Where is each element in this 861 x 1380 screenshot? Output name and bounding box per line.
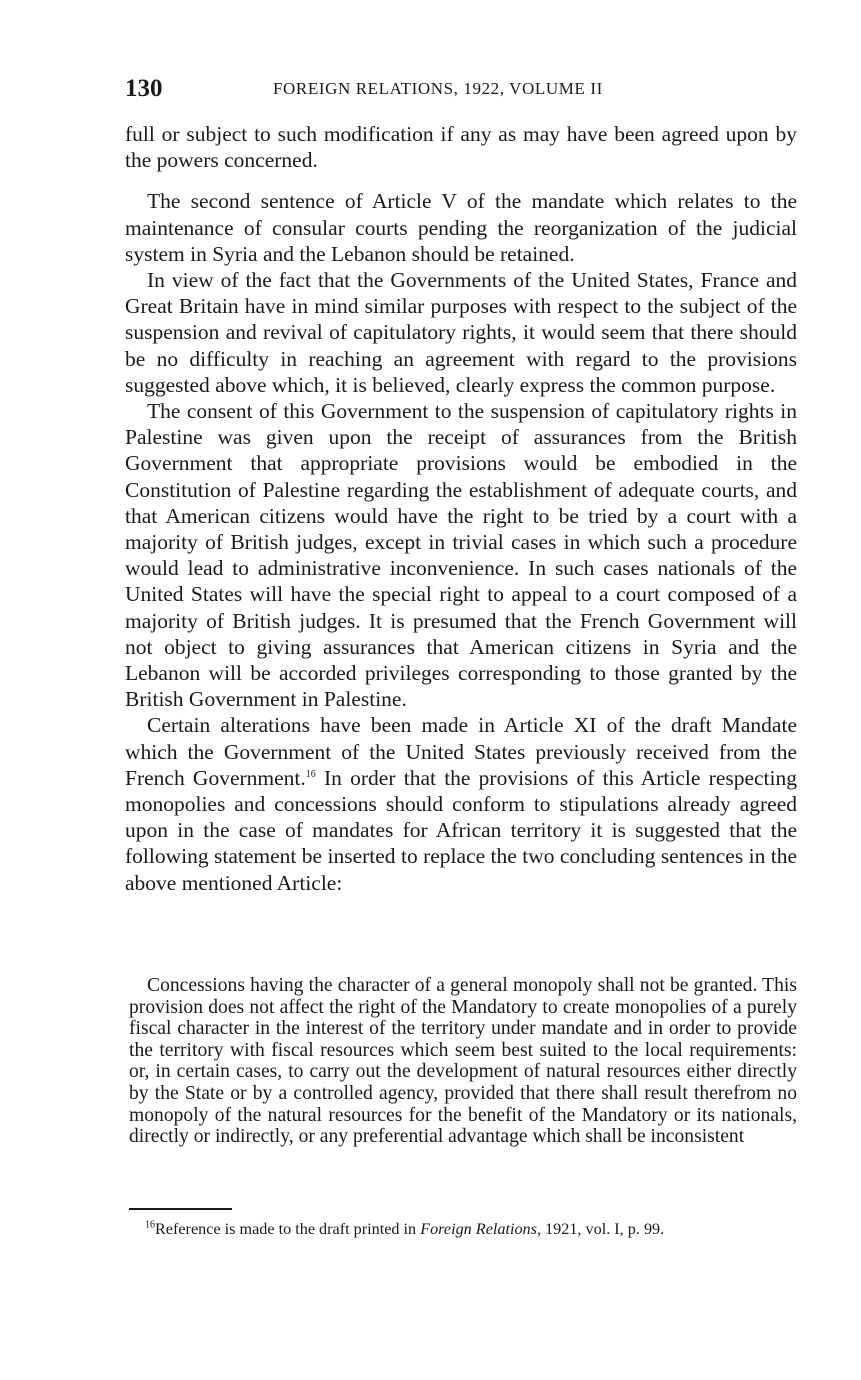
page-header: [125, 72, 797, 106]
article-xi-text-end: In order that the provisions of this Article respecting monopolies and concessions should conform to stipulations already agreed upon in the case of mandates for African territory it is suggested that the following statement be inserted to replace the two concluding sentences in the above mentioned Article:: [125, 765, 798, 895]
running-head: FOREIGN RELATIONS, 1922, VOLUME II: [273, 79, 603, 98]
footnote-text-end: 1921, vol. I, p. 99.: [541, 1220, 665, 1238]
footnote-text-start: Reference is made to the draft printed in: [155, 1220, 421, 1238]
paragraph-continued: full or subject to such modification if any as may have been agreed upon by the powers concerned.: [125, 122, 797, 173]
body-text: [125, 121, 797, 896]
footnote: [129, 1219, 797, 1239]
footnote-divider: [129, 1208, 232, 1210]
footnote-number: 16: [145, 1219, 155, 1231]
page-number: 130: [125, 75, 163, 102]
article-xi-text-start: Certain alterations have been made in Article XI of the draft Mandate which the Government of the United States previously received from the French Government.: [125, 713, 797, 790]
paragraph-common-purpose: In view of the fact that the Governments of the United States, France and Great Britain have in mind similar purposes with respect to the subject of the suspension and revival of capitulatory rights, it would seem that there should be no difficulty in reaching an agreement with regard to the provisions suggested above which, it is believed, clearly express the common purpose.: [125, 268, 797, 397]
footnote-publication: Foreign Relations,: [420, 1220, 541, 1238]
footnote-reference: 16: [305, 768, 316, 780]
paragraph-palestine-consent: The consent of this Government to the suspension of capitulatory rights in Palestine was given upon the receipt of assurances from the British Government that appropriate provisions would be embodied in the Constitution of Palestine regarding the establishment of adequate courts, and that American citizens would have the right to be tried by a court with a majority of British judges, except in trivial cases in which such a procedure would lead to administrative inconvenience. In such cases nationals of the United States will have the special right to appeal to a court composed of a majority of British judges. It is presumed that the French Government will not object to giving assurances that American citizens in Syria and the Lebanon will be accorded privileges corresponding to those granted by the British Government in Palestine.: [125, 399, 797, 712]
paragraph-article-v: The second sentence of Article V of the mandate which relates to the maintenance of consular courts pending the reorganization of the judicial system in Syria and the Lebanon should be retained.: [125, 189, 797, 266]
paragraph-article-xi: [125, 712, 797, 895]
block-quote: Concessions having the character of a general monopoly shall not be granted. This provision does not affect the right of the Mandatory to create monopolies of a purely fiscal character in the interest of the territory under mandate and in order to provide the territory with fiscal resources which seem best suited to the local requirements: or, in certain cases, to carry out the development of natural resources either directly by the State or by a controlled agency, provided that there shall result therefrom no monopoly of the natural resources for the benefit of the Mandatory or its nationals, directly or indirectly, or any preferential advantage which shall be inconsistent: [129, 975, 797, 1148]
